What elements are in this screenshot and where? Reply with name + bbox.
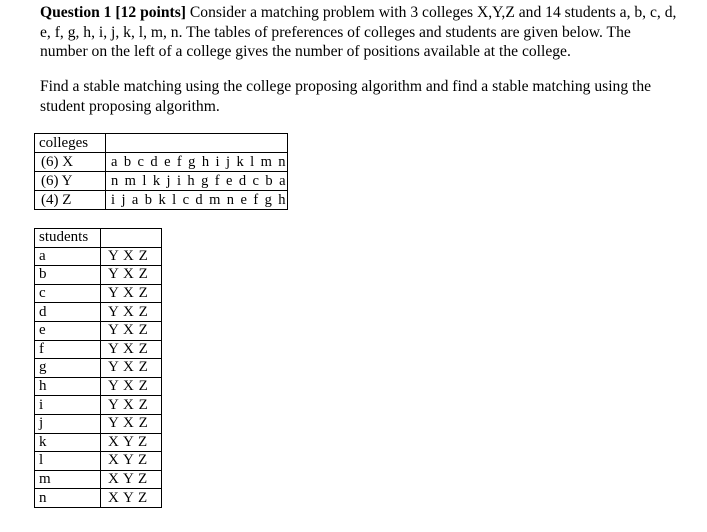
student-label: f: [35, 340, 101, 359]
college-label: (4) Z: [35, 191, 106, 210]
college-label: (6) X: [35, 153, 106, 172]
student-label: c: [35, 284, 101, 303]
student-label: n: [35, 489, 101, 508]
table-row: [35, 452, 162, 471]
student-preferences: Y X Z: [101, 414, 162, 433]
student-label: m: [35, 470, 101, 489]
question-intro: Consider a matching problem with 3 colleges X,Y,Z and 14 students a, b, c, d, e, f, g, h, i, j, k, l, m, n. The tables of preferences of colleges and students are given below. The number on the left of a college gives the number of positions available at the college.: [40, 4, 677, 60]
student-preferences: X Y Z: [101, 470, 162, 489]
table-row: [35, 433, 162, 452]
empty-header-cell: [101, 229, 162, 248]
table-row: [35, 191, 288, 210]
colleges-preference-table: [34, 133, 288, 210]
student-preferences: Y X Z: [101, 377, 162, 396]
table-row: [35, 266, 162, 285]
student-label: h: [35, 377, 101, 396]
table-row: [35, 414, 162, 433]
student-preferences: Y X Z: [101, 284, 162, 303]
student-preferences: X Y Z: [101, 489, 162, 508]
college-label: (6) Y: [35, 172, 106, 191]
students-header: students: [35, 229, 101, 248]
colleges-header: colleges: [35, 134, 106, 153]
college-preferences: a b c d e f g h i j k l m n: [106, 153, 288, 172]
table-row: [35, 377, 162, 396]
student-label: d: [35, 303, 101, 322]
table-header-row: [35, 229, 162, 248]
student-label: a: [35, 247, 101, 266]
student-preferences: Y X Z: [101, 303, 162, 322]
student-preferences: Y X Z: [101, 321, 162, 340]
table-row: [35, 396, 162, 415]
table-row: [35, 340, 162, 359]
student-label: e: [35, 321, 101, 340]
table-row: [35, 321, 162, 340]
table-row: [35, 284, 162, 303]
students-preference-table: [34, 228, 162, 508]
table-header-row: [35, 134, 288, 153]
table-row: [35, 359, 162, 378]
empty-header-cell: [106, 134, 288, 153]
student-preferences: Y X Z: [101, 247, 162, 266]
student-label: k: [35, 433, 101, 452]
student-preferences: Y X Z: [101, 359, 162, 378]
table-row: [35, 172, 288, 191]
table-row: [35, 489, 162, 508]
college-preferences: n m l k j i h g f e d c b a: [106, 172, 288, 191]
student-preferences: Y X Z: [101, 340, 162, 359]
student-label: b: [35, 266, 101, 285]
table-row: [35, 470, 162, 489]
question-statement: [40, 3, 680, 62]
student-label: j: [35, 414, 101, 433]
college-preferences: i j a b k l c d m n e f g h: [106, 191, 288, 210]
student-label: l: [35, 452, 101, 471]
student-preferences: Y X Z: [101, 266, 162, 285]
student-label: i: [35, 396, 101, 415]
table-row: [35, 303, 162, 322]
question-task: Find a stable matching using the college proposing algorithm and find a stable matching using the student proposing algorithm.: [40, 78, 652, 115]
table-row: [35, 247, 162, 266]
question-title: Question 1 [12 points]: [40, 4, 186, 21]
student-preferences: Y X Z: [101, 396, 162, 415]
student-preferences: X Y Z: [101, 452, 162, 471]
student-label: g: [35, 359, 101, 378]
table-row: [35, 153, 288, 172]
student-preferences: X Y Z: [101, 433, 162, 452]
